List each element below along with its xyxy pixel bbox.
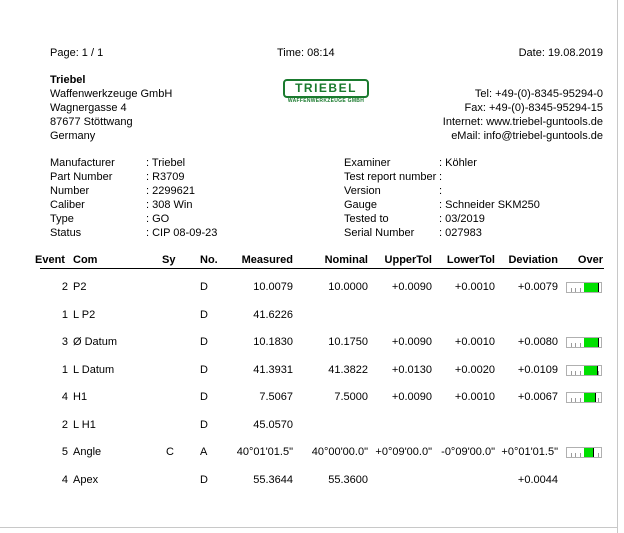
triebel-logo (283, 79, 369, 107)
cell-no: D (200, 419, 208, 431)
tolerance-bar-fill (584, 283, 599, 292)
col-deviation: Deviation (508, 254, 558, 266)
logo-wordmark: TRIEBEL (283, 79, 369, 98)
tolerance-bar-fill (584, 448, 594, 457)
cell-com: Ø Datum (73, 336, 118, 348)
cell-uppertol: +0.0090 (391, 336, 432, 348)
tolerance-bar-fill (584, 338, 599, 347)
info-label: Tested to (344, 213, 389, 225)
cell-event: 1 (61, 364, 68, 376)
cell-no: D (200, 336, 208, 348)
cell-event: 2 (61, 281, 68, 293)
cell-measured: 7.5067 (259, 391, 293, 403)
tolerance-bar (566, 447, 602, 458)
tolerance-bar (566, 392, 602, 403)
page-edge-bottom (0, 527, 618, 528)
info-label: Test report number (344, 171, 437, 183)
company-email: eMail: info@triebel-guntools.de (451, 130, 603, 142)
col-no: No. (200, 254, 218, 266)
info-label: Examiner (344, 157, 391, 169)
cell-nominal: 40°00'00.0" (311, 446, 368, 458)
cell-measured: 40°01'01.5" (236, 446, 293, 458)
cell-event: 4 (61, 474, 68, 486)
info-label: Version (344, 185, 381, 197)
company-country: Germany (50, 130, 96, 142)
cell-com: L H1 (73, 419, 96, 431)
info-value: : Schneider SKM250 (439, 199, 540, 211)
cell-com: L P2 (73, 309, 96, 321)
company-city: 87677 Stöttwang (50, 116, 133, 128)
cell-com: L Datum (73, 364, 115, 376)
info-value: : 03/2019 (439, 213, 485, 225)
cell-no: D (200, 281, 208, 293)
cell-measured: 41.3931 (253, 364, 293, 376)
cell-lowertol: +0.0010 (454, 281, 495, 293)
cell-event: 5 (61, 446, 68, 458)
info-value: : (439, 185, 443, 197)
info-label: Status (50, 227, 82, 239)
header-rule (40, 268, 604, 269)
cell-no: D (200, 364, 208, 376)
cell-event: 2 (61, 419, 68, 431)
cell-com: H1 (73, 391, 88, 403)
cell-sy: C (166, 446, 174, 458)
info-value: : R3709 (146, 171, 185, 183)
cell-com: Angle (73, 446, 102, 458)
tolerance-bar (566, 282, 602, 293)
cell-no: D (200, 309, 208, 321)
cell-deviation: +0°01'01.5" (501, 446, 558, 458)
col-lowertol: LowerTol (446, 254, 495, 266)
cell-nominal: 7.5000 (334, 391, 368, 403)
cell-uppertol: +0.0090 (391, 391, 432, 403)
info-value: : (439, 171, 443, 183)
report-time: Time: 08:14 (277, 47, 335, 59)
col-nominal: Nominal (324, 254, 368, 266)
cell-no: D (200, 391, 208, 403)
report-date: Date: 19.08.2019 (518, 47, 603, 59)
cell-measured: 41.6226 (253, 309, 293, 321)
cell-lowertol: +0.0010 (454, 391, 495, 403)
cell-measured: 55.3644 (253, 474, 293, 486)
page-number: Page: 1 / 1 (50, 47, 104, 59)
cell-deviation: +0.0109 (517, 364, 558, 376)
tolerance-bar (566, 337, 602, 348)
company-street: Wagnergasse 4 (50, 102, 127, 114)
cell-com: Apex (73, 474, 99, 486)
cell-nominal: 41.3822 (328, 364, 368, 376)
cell-measured: 10.0079 (253, 281, 293, 293)
cell-com: P2 (73, 281, 87, 293)
cell-uppertol: +0.0090 (391, 281, 432, 293)
col-event: Event (35, 254, 65, 266)
cell-event: 1 (61, 309, 68, 321)
cell-measured: 10.1830 (253, 336, 293, 348)
info-value: : Triebel (146, 157, 186, 169)
info-label: Gauge (344, 199, 378, 211)
col-com: Com (73, 254, 98, 266)
cell-no: D (200, 474, 208, 486)
col-sy: Sy (162, 254, 176, 266)
cell-deviation: +0.0079 (517, 281, 558, 293)
company-fax: Fax: +49-(0)-8345-95294-15 (464, 102, 603, 114)
tolerance-bar-fill (584, 393, 596, 402)
col-uppertol: UpperTol (384, 254, 432, 266)
company-tel: Tel: +49-(0)-8345-95294-0 (474, 88, 603, 100)
cell-uppertol: +0°09'00.0" (375, 446, 432, 458)
cell-lowertol: +0.0020 (454, 364, 495, 376)
cell-no: A (200, 446, 208, 458)
cell-lowertol: -0°09'00.0" (441, 446, 495, 458)
col-over: Over (577, 254, 603, 266)
company-name: Triebel (50, 74, 86, 86)
cell-event: 4 (61, 391, 68, 403)
info-label: Caliber (50, 199, 85, 211)
tolerance-bar (566, 365, 602, 376)
info-label: Type (50, 213, 74, 225)
cell-nominal: 10.0000 (328, 281, 368, 293)
cell-nominal: 10.1750 (328, 336, 368, 348)
col-measured: Measured (241, 254, 293, 266)
info-label: Manufacturer (50, 157, 115, 169)
info-value: : 027983 (439, 227, 482, 239)
cell-deviation: +0.0044 (517, 474, 558, 486)
cell-deviation: +0.0067 (517, 391, 558, 403)
info-label: Part Number (50, 171, 113, 183)
company-internet: Internet: www.triebel-guntools.de (442, 116, 603, 128)
cell-deviation: +0.0080 (517, 336, 558, 348)
page-edge-right (617, 0, 618, 533)
info-value: : CIP 08-09-23 (146, 227, 218, 239)
info-value: : GO (146, 213, 170, 225)
cell-lowertol: +0.0010 (454, 336, 495, 348)
cell-event: 3 (61, 336, 68, 348)
info-label: Number (50, 185, 90, 197)
company-line-1: Waffenwerkzeuge GmbH (50, 88, 173, 100)
info-value: : Köhler (439, 157, 477, 169)
cell-nominal: 55.3600 (328, 474, 368, 486)
cell-uppertol: +0.0130 (391, 364, 432, 376)
info-value: : 308 Win (146, 199, 193, 211)
info-value: : 2299621 (146, 185, 195, 197)
cell-measured: 45.0570 (253, 419, 293, 431)
tolerance-bar-fill (584, 366, 598, 375)
info-label: Serial Number (344, 227, 415, 239)
logo-subtext: WAFFENWERKZEUGE GMBH (287, 98, 365, 104)
